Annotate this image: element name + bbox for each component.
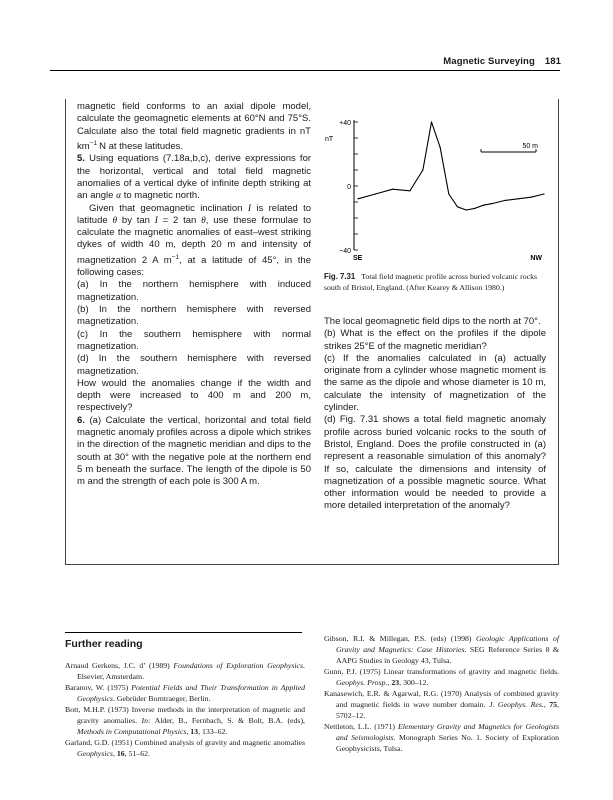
profile-end-label-se: SE xyxy=(353,255,363,262)
reference-item: Garland, G.D. (1951) Combined analysis of gravity and magnetic anomalies Geophysics, 16, 51–62. xyxy=(65,738,305,758)
exercise-4-continued: magnetic field conforms to an axial dipole model, calculate the geomagnetic elements at 60°N and 75°S. Calculate also the total field magnetic gradients in nT $km^{-1}$ N at these latitudes. xyxy=(77,101,311,153)
further-reading-rule xyxy=(65,632,302,633)
exercise-6c: (c) If the anomalies calculated in (a) actually originate from a cylinder whose magnetic moment is the same as the dipole and whose diameter is 10 m, calculate the intensity of magnetization of the cylinder. xyxy=(324,352,546,414)
profile-point xyxy=(466,209,467,210)
profile-point xyxy=(457,206,458,207)
reference-item: Gibson, R.I. & Millegan, P.S. (eds) (1998) Geologic Applications of Gravity and Magnetics: Case Histories. SEG Reference Series 8 & AAPG Studies in Geology 43, Tulsa. xyxy=(324,634,559,665)
profile-point xyxy=(357,198,358,199)
case-d: (d) In the southern hemisphere with reversed magnetization. xyxy=(77,353,311,377)
references-left xyxy=(65,660,305,759)
profile-point xyxy=(505,200,506,201)
reference-item: Baranov, W. (1975) Potential Fields and Their Transformation in Applied Geophysics. Gebrüder Borntraeger, Berlin. xyxy=(65,683,305,703)
profile-point xyxy=(422,169,423,170)
y-tick-label: −40 xyxy=(339,248,351,255)
exercises-left-column xyxy=(77,101,311,489)
exercise-5-given: Given that geomagnetic inclination I is related to latitude θ by tan I = 2 tan θ, use these formulae to calculate the magnetic anomalies of east–west striking dykes of width 40 m, depth 20 m and intensity of magnetization 2 A $m^{-1}$, at a latitude of 45°, in the following cases: xyxy=(77,202,312,279)
profile-point xyxy=(483,205,484,206)
figure-7-31 xyxy=(322,100,550,270)
exercise-6-field-dip: The local geomagnetic field dips to the north at 70°. xyxy=(324,316,541,327)
caption-label: Fig. 7.31 xyxy=(324,272,356,281)
figure-caption xyxy=(324,272,550,293)
profile-point xyxy=(474,208,475,209)
exercise-5-followup: How would the anomalies change if the width and depth were increased to 400 m and 200 m, respectively? xyxy=(77,377,311,414)
exercise-5: 5. Using equations (7.18a,b,c), derive expressions for the horizontal, vertical and total field magnetic anomalies of a vertical dyke of infinite depth striking at an angle α to magnetic north. xyxy=(77,153,312,202)
running-title: Magnetic Surveying xyxy=(443,56,535,67)
profile-line xyxy=(358,122,544,210)
exercises-right-column xyxy=(324,316,546,513)
profile-point xyxy=(409,190,410,191)
profile-point xyxy=(392,189,393,190)
exercise-6: 6. (a) Calculate the vertical, horizontal and total field magnetic anomaly profiles across a dipole which strikes in the direction of the magnetic meridian and dips to the south at 30° with the negative pole at the northern end 5 m beneath the surface. The length of the dipole is 50 m and the strength of each pole is 300 A m. xyxy=(77,414,311,488)
reference-item: Bott, M.H.P. (1973) Inverse methods in the interpretation of magnetic and gravity anomalies. In: Alder, B., Fernbach, S. & Bolt, B.A. (eds), Methods in Computational Physics, 13, 133–62. xyxy=(65,705,306,736)
exercise-6d: (d) Fig. 7.31 shows a total field magnetic anomaly profile across buried volcanic rocks to the south of Bristol, England. Does the profile constructed in (a) represent a reasonable simulation of this anomaly? If so, calculate the dimensions and intensity of magnetization of a possible magnetic source. What other information would be needed to provide a more detailed interpretation of the anomaly? xyxy=(324,414,546,512)
exercise-6b: (b) What is the effect on the profiles if the dipole strikes 25°E of the magnetic meridian? xyxy=(324,328,546,352)
magnetic-profile-chart xyxy=(322,100,550,270)
profile-point xyxy=(440,147,441,148)
scale-bar-label: 50 m xyxy=(522,143,538,150)
page-number: 181 xyxy=(544,56,561,67)
references-right xyxy=(324,633,559,754)
profile-point xyxy=(448,193,449,194)
y-tick-label: +40 xyxy=(339,120,351,127)
reference-item: Gunn, P.J. (1975) Linear transformations of gravity and magnetic fields. Geophys. Prosp., 23, 300–12. xyxy=(324,667,559,687)
case-a: (a) In the northern hemisphere with induced magnetization. xyxy=(77,279,311,303)
profile-end-label-nw: NW xyxy=(530,255,542,262)
profile-point xyxy=(375,193,376,194)
profile-point xyxy=(492,203,493,204)
y-unit-label: nT xyxy=(325,136,334,143)
profile-point xyxy=(543,193,544,194)
case-b: (b) In the northern hemisphere with reversed magnetization. xyxy=(77,304,311,328)
further-reading-title: Further reading xyxy=(65,638,143,650)
header-rule xyxy=(50,70,560,71)
running-header xyxy=(443,56,561,67)
profile-point xyxy=(431,121,432,122)
caption-text: Total field magnetic profile across buried volcanic rocks south of Bristol, England. (After Kearey & Allison 1980.) xyxy=(324,272,538,292)
profile-point xyxy=(517,198,518,199)
reference-item: Arnaud Gerkens, J.C. d’ (1989) Foundations of Exploration Geophysics. Elsevier, Amsterdam. xyxy=(65,661,305,681)
reference-item: Kanasewich, E.R. & Agarwal, R.G. (1970) Analysis of combined gravity and magnetic fields in wave number domain. J. Geophys. Res., 75, 5702–12. xyxy=(324,689,560,720)
profile-point xyxy=(530,197,531,198)
case-c: (c) In the southern hemisphere with normal magnetization. xyxy=(77,328,311,352)
reference-item: Nettleton, L.L. (1971) Elementary Gravity and Magnetics for Geologists and Seismologists. Monograph Series No. 1. Society of Exploration Geophysicists, Tulsa. xyxy=(324,722,559,753)
y-tick-label: 0 xyxy=(347,184,351,191)
